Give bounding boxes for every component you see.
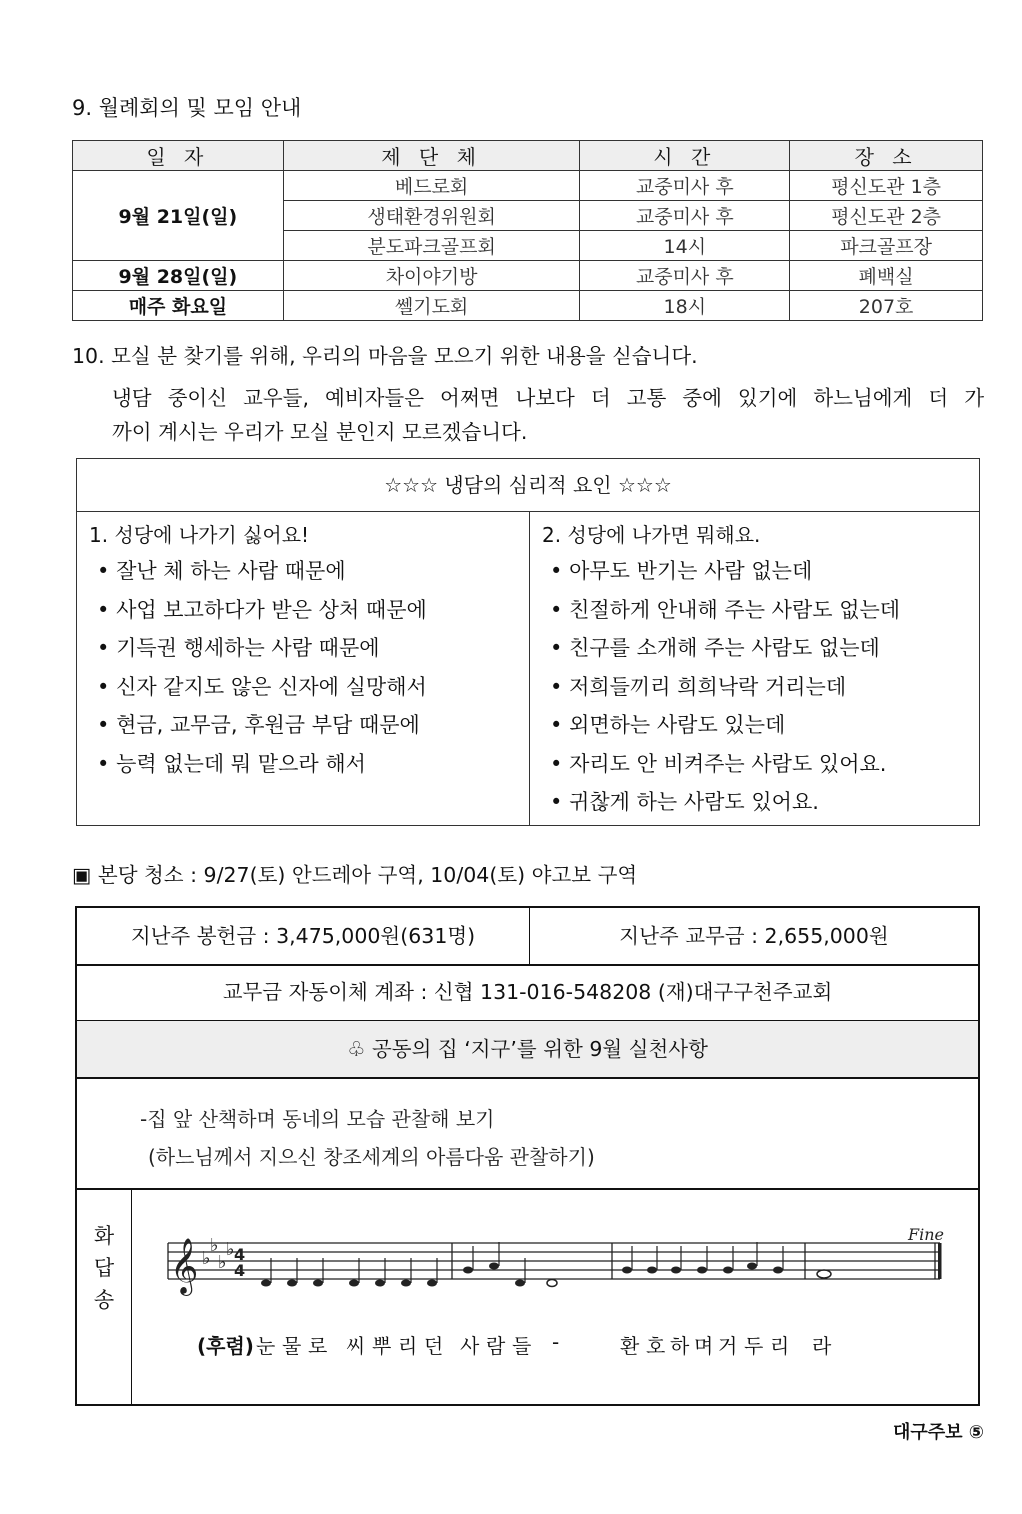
factors-right-title: 2. 성당에 나가면 뭐해요. bbox=[542, 523, 761, 547]
table-row bbox=[73, 261, 983, 291]
list-item: • 외면하는 사람도 있는데 bbox=[550, 706, 979, 745]
list-item: • 사업 보고하다가 받은 상처 때문에 bbox=[97, 591, 529, 630]
section10-title: 10. 모실 분 찾기를 위해, 우리의 마음을 모으기 위한 내용을 싣습니다. bbox=[72, 344, 698, 368]
lapse-factors-header: ☆☆☆ 냉담의 심리적 요인 ☆☆☆ bbox=[77, 459, 979, 512]
row-time: 18시 bbox=[580, 291, 790, 321]
row-date: 9월 28일(일) bbox=[73, 261, 284, 291]
lapse-factors-box bbox=[76, 458, 980, 826]
psalm-label bbox=[77, 1190, 132, 1404]
tithe-account: 교무금 자동이체 계좌 : 신협 131-016-548208 (재)대구구천주교회 bbox=[222, 980, 833, 1004]
lyric-syllable: 물 bbox=[282, 1334, 302, 1358]
table-row bbox=[73, 291, 983, 321]
svg-text:♭: ♭ bbox=[226, 1239, 235, 1260]
svg-text:♭: ♭ bbox=[218, 1252, 227, 1273]
lyric-syllable: 로 bbox=[308, 1334, 328, 1358]
lyric-syllable: 며 bbox=[694, 1334, 714, 1358]
practice-line2: (하느님께서 지으신 창조세계의 아름다움 관찰하기) bbox=[148, 1145, 595, 1169]
list-item: • 기득권 행세하는 사람 때문에 bbox=[97, 629, 529, 668]
refrain-label: (후렴) bbox=[197, 1334, 254, 1358]
lyric-syllable: 뿌 bbox=[372, 1334, 392, 1358]
list-item: • 신자 같지도 않은 신자에 실망해서 bbox=[97, 668, 529, 707]
lyric-syllable: 눈 bbox=[256, 1334, 276, 1358]
svg-text:4: 4 bbox=[234, 1261, 246, 1280]
lyric-syllable: 리 bbox=[770, 1334, 790, 1358]
lyric-syllable: 람 bbox=[486, 1334, 506, 1358]
row-place: 평신도관 2층 bbox=[790, 201, 983, 231]
row-group: 쎌기도회 bbox=[283, 291, 580, 321]
header-date: 일 자 bbox=[73, 141, 284, 171]
practice-title-row bbox=[77, 1021, 978, 1079]
meeting-schedule-table bbox=[72, 140, 983, 321]
page-footer: 대구주보 ⑤ bbox=[892, 1422, 984, 1443]
lyric-dash: - bbox=[552, 1330, 560, 1354]
svg-text:♭: ♭ bbox=[202, 1248, 211, 1269]
row-group: 생태환경위원회 bbox=[283, 201, 580, 231]
lyric-syllable: 하 bbox=[670, 1334, 690, 1358]
practice-text bbox=[140, 1100, 595, 1176]
lyric-syllable: 씨 bbox=[346, 1334, 366, 1358]
lyric-syllable: 사 bbox=[460, 1334, 480, 1358]
lyric-syllable: 라 bbox=[812, 1334, 832, 1358]
svg-text:♭: ♭ bbox=[210, 1235, 219, 1256]
row-time: 교중미사 후 bbox=[580, 261, 790, 291]
row-time: 14시 bbox=[580, 231, 790, 261]
header-group: 제 단 체 bbox=[283, 141, 580, 171]
list-item: • 능력 없는데 뭐 맡으라 해서 bbox=[97, 745, 529, 784]
header-place: 장 소 bbox=[790, 141, 983, 171]
tithe-amount: 지난주 교무금 : 2,655,000원 bbox=[619, 924, 889, 948]
table-row bbox=[73, 171, 983, 201]
factors-right-column bbox=[530, 512, 979, 825]
practice-line1: -집 앞 산책하며 동네의 모습 관찰해 보기 bbox=[140, 1107, 495, 1131]
psalm-label-char: 화 bbox=[93, 1224, 115, 1248]
row-place: 폐백실 bbox=[790, 261, 983, 291]
lyric-syllable: 들 bbox=[512, 1334, 532, 1358]
key-signature-flats bbox=[202, 1235, 235, 1273]
header-time: 시 간 bbox=[580, 141, 790, 171]
lyric-syllable: 던 bbox=[424, 1334, 444, 1358]
time-signature: 4 bbox=[234, 1245, 246, 1264]
music-staff bbox=[130, 1210, 960, 1320]
list-item: • 잘난 체 하는 사람 때문에 bbox=[97, 552, 529, 591]
account-row bbox=[77, 965, 978, 1022]
row-date: 9월 21일(일) bbox=[73, 171, 284, 261]
row-time: 교중미사 후 bbox=[580, 201, 790, 231]
psalm-label-char: 답 bbox=[93, 1256, 115, 1280]
row-group: 분도파크골프회 bbox=[283, 231, 580, 261]
treble-clef-icon: 𝄞 bbox=[170, 1238, 199, 1294]
factors-right-list bbox=[530, 552, 979, 822]
row-place: 파크골프장 bbox=[790, 231, 983, 261]
section10-paragraph-line1: 냉담 중이신 교우들, 예비자들은 어쩌면 나보다 더 고통 중에 있기에 하느님에게 더 가 bbox=[112, 386, 984, 410]
table-header-row bbox=[73, 141, 983, 171]
row-place: 207호 bbox=[790, 291, 983, 321]
row-group: 베드로회 bbox=[283, 171, 580, 201]
list-item: • 자리도 안 비켜주는 사람도 있어요. bbox=[550, 745, 979, 784]
list-item: • 아무도 반기는 사람 없는데 bbox=[550, 552, 979, 591]
list-item: • 저희들끼리 희희낙락 거리는데 bbox=[550, 668, 979, 707]
offering-amount: 지난주 봉헌금 : 3,475,000원(631명) bbox=[130, 924, 476, 948]
fine-marking: Fine bbox=[908, 1225, 944, 1244]
lyric-syllable: 환 bbox=[620, 1334, 640, 1358]
list-item: • 귀찮게 하는 사람도 있어요. bbox=[550, 783, 979, 822]
lyric-syllable: 호 bbox=[646, 1334, 666, 1358]
row-date: 매주 화요일 bbox=[73, 291, 284, 321]
factors-left-list bbox=[77, 552, 529, 783]
list-item: • 현금, 교무금, 후원금 부담 때문에 bbox=[97, 706, 529, 745]
note-heads bbox=[261, 1263, 831, 1287]
section9-title: 9. 월례회의 및 모임 안내 bbox=[72, 96, 302, 120]
list-item: • 친절하게 안내해 주는 사람도 없는데 bbox=[550, 591, 979, 630]
factors-left-column bbox=[77, 512, 530, 825]
row-group: 차이야기방 bbox=[283, 261, 580, 291]
row-place: 평신도관 1층 bbox=[790, 171, 983, 201]
cleaning-notice: ▣ 본당 청소 : 9/27(토) 안드레아 구역, 10/04(토) 야고보 구역 bbox=[72, 863, 638, 887]
row-time: 교중미사 후 bbox=[580, 171, 790, 201]
lyric-syllable: 거 bbox=[718, 1334, 738, 1358]
lyric-syllable: 두 bbox=[744, 1334, 764, 1358]
finance-row bbox=[77, 908, 978, 966]
factors-left-title: 1. 성당에 나가기 싫어요! bbox=[89, 523, 310, 547]
lyric-syllable: 리 bbox=[398, 1334, 418, 1358]
psalm-label-char: 송 bbox=[93, 1288, 115, 1312]
section10-paragraph-line2: 까이 계시는 우리가 모실 분인지 모르겠습니다. bbox=[112, 420, 528, 444]
practice-title: ♧ 공동의 집 ‘지구’를 위한 9월 실천사항 bbox=[347, 1037, 708, 1061]
list-item: • 친구를 소개해 주는 사람도 없는데 bbox=[550, 629, 979, 668]
